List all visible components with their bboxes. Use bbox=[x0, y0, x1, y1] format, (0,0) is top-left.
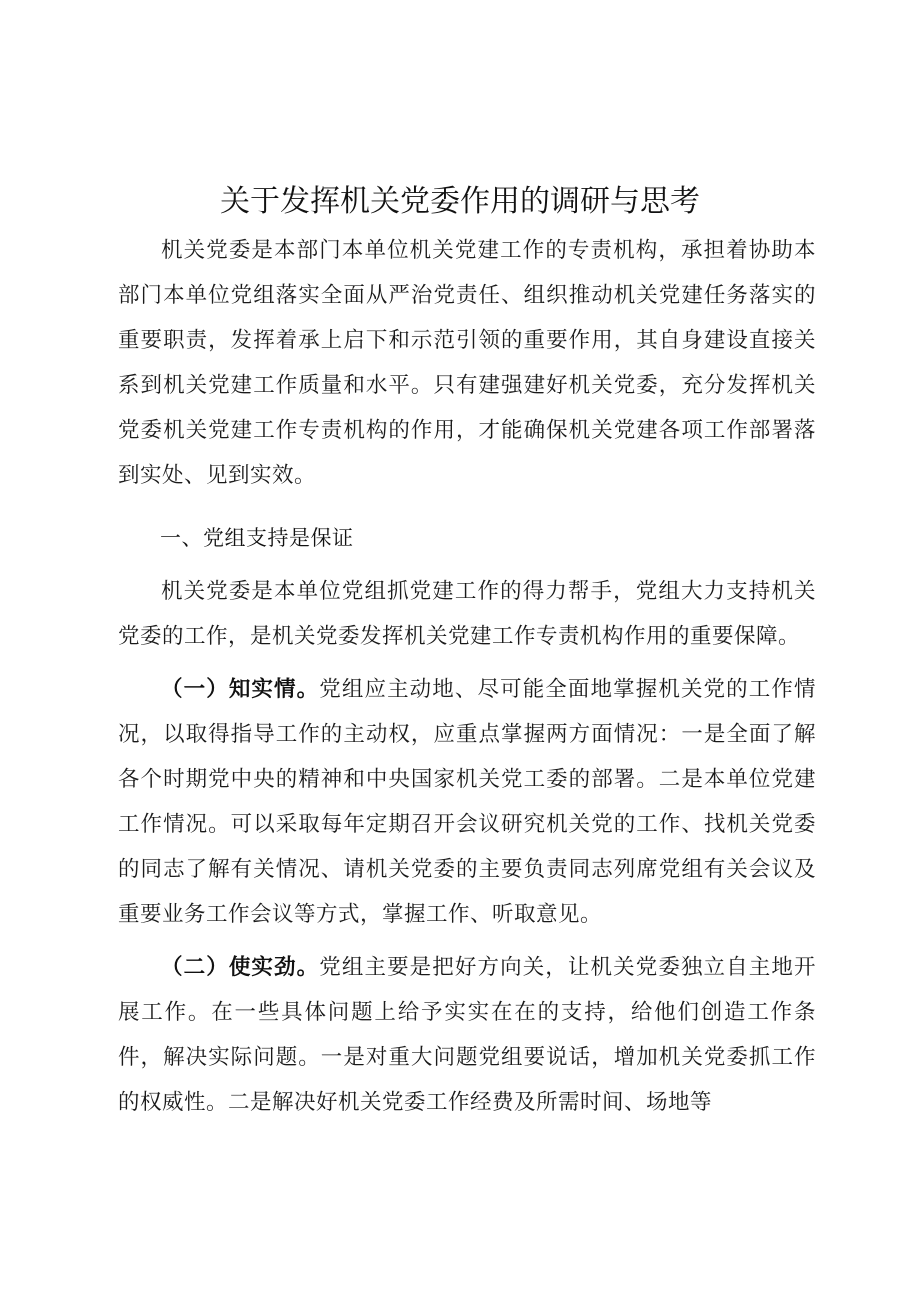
item-2-lead: （二）使实劲。 bbox=[161, 955, 320, 980]
section-heading-1: 一、党组支持是保证 bbox=[160, 526, 354, 550]
item-1-paragraph bbox=[118, 667, 816, 937]
item-2-paragraph bbox=[118, 945, 816, 1125]
section-1-paragraph: 机关党委是本单位党组抓党建工作的得力帮手，党组大力支持机关党委的工作，是机关党委发挥机关党建工作专责机构作用的重要保障。 bbox=[118, 579, 816, 649]
intro-paragraph: 机关党委是本部门本单位机关党建工作的专责机构，承担着协助本部门本单位党组落实全面从严治党责任、组织推动机关党建任务落实的重要职责，发挥着承上启下和示范引领的重要作用，其自身建设直接关系到机关党建工作质量和水平。只有建强建好机关党委，充分发挥机关党委机关党建工作专责机构的作用，才能确保机关党建各项工作部署落到实处、见到实效。 bbox=[118, 238, 816, 488]
document-title: 关于发挥机关党委作用的调研与思考 bbox=[220, 184, 700, 219]
item-1-lead: （一）知实情。 bbox=[161, 677, 320, 702]
document-body bbox=[118, 228, 816, 1125]
item-2-text: 党组主要是把好方向关，让机关党委独立自主地开展工作。在一些具体问题上给予实实在在的支持，给他们创造工作条件，解决实际问题。一是对重大问题党组要说话，增加机关党委抓工作的权威性。二是解决好机关党委工作经费及所需时间、场地等 bbox=[118, 955, 816, 1115]
item-1-text: 党组应主动地、尽可能全面地掌握机关党的工作情况，以取得指导工作的主动权，应重点掌握两方面情况：一是全面了解各个时期党中央的精神和中央国家机关党工委的部署。二是本单位党建工作情况。可以采取每年定期召开会议研究机关党的工作、找机关党委的同志了解有关情况、请机关党委的主要负责同志列席党组有关会议及重要业务工作会议等方式，掌握工作、听取意见。 bbox=[118, 677, 816, 927]
